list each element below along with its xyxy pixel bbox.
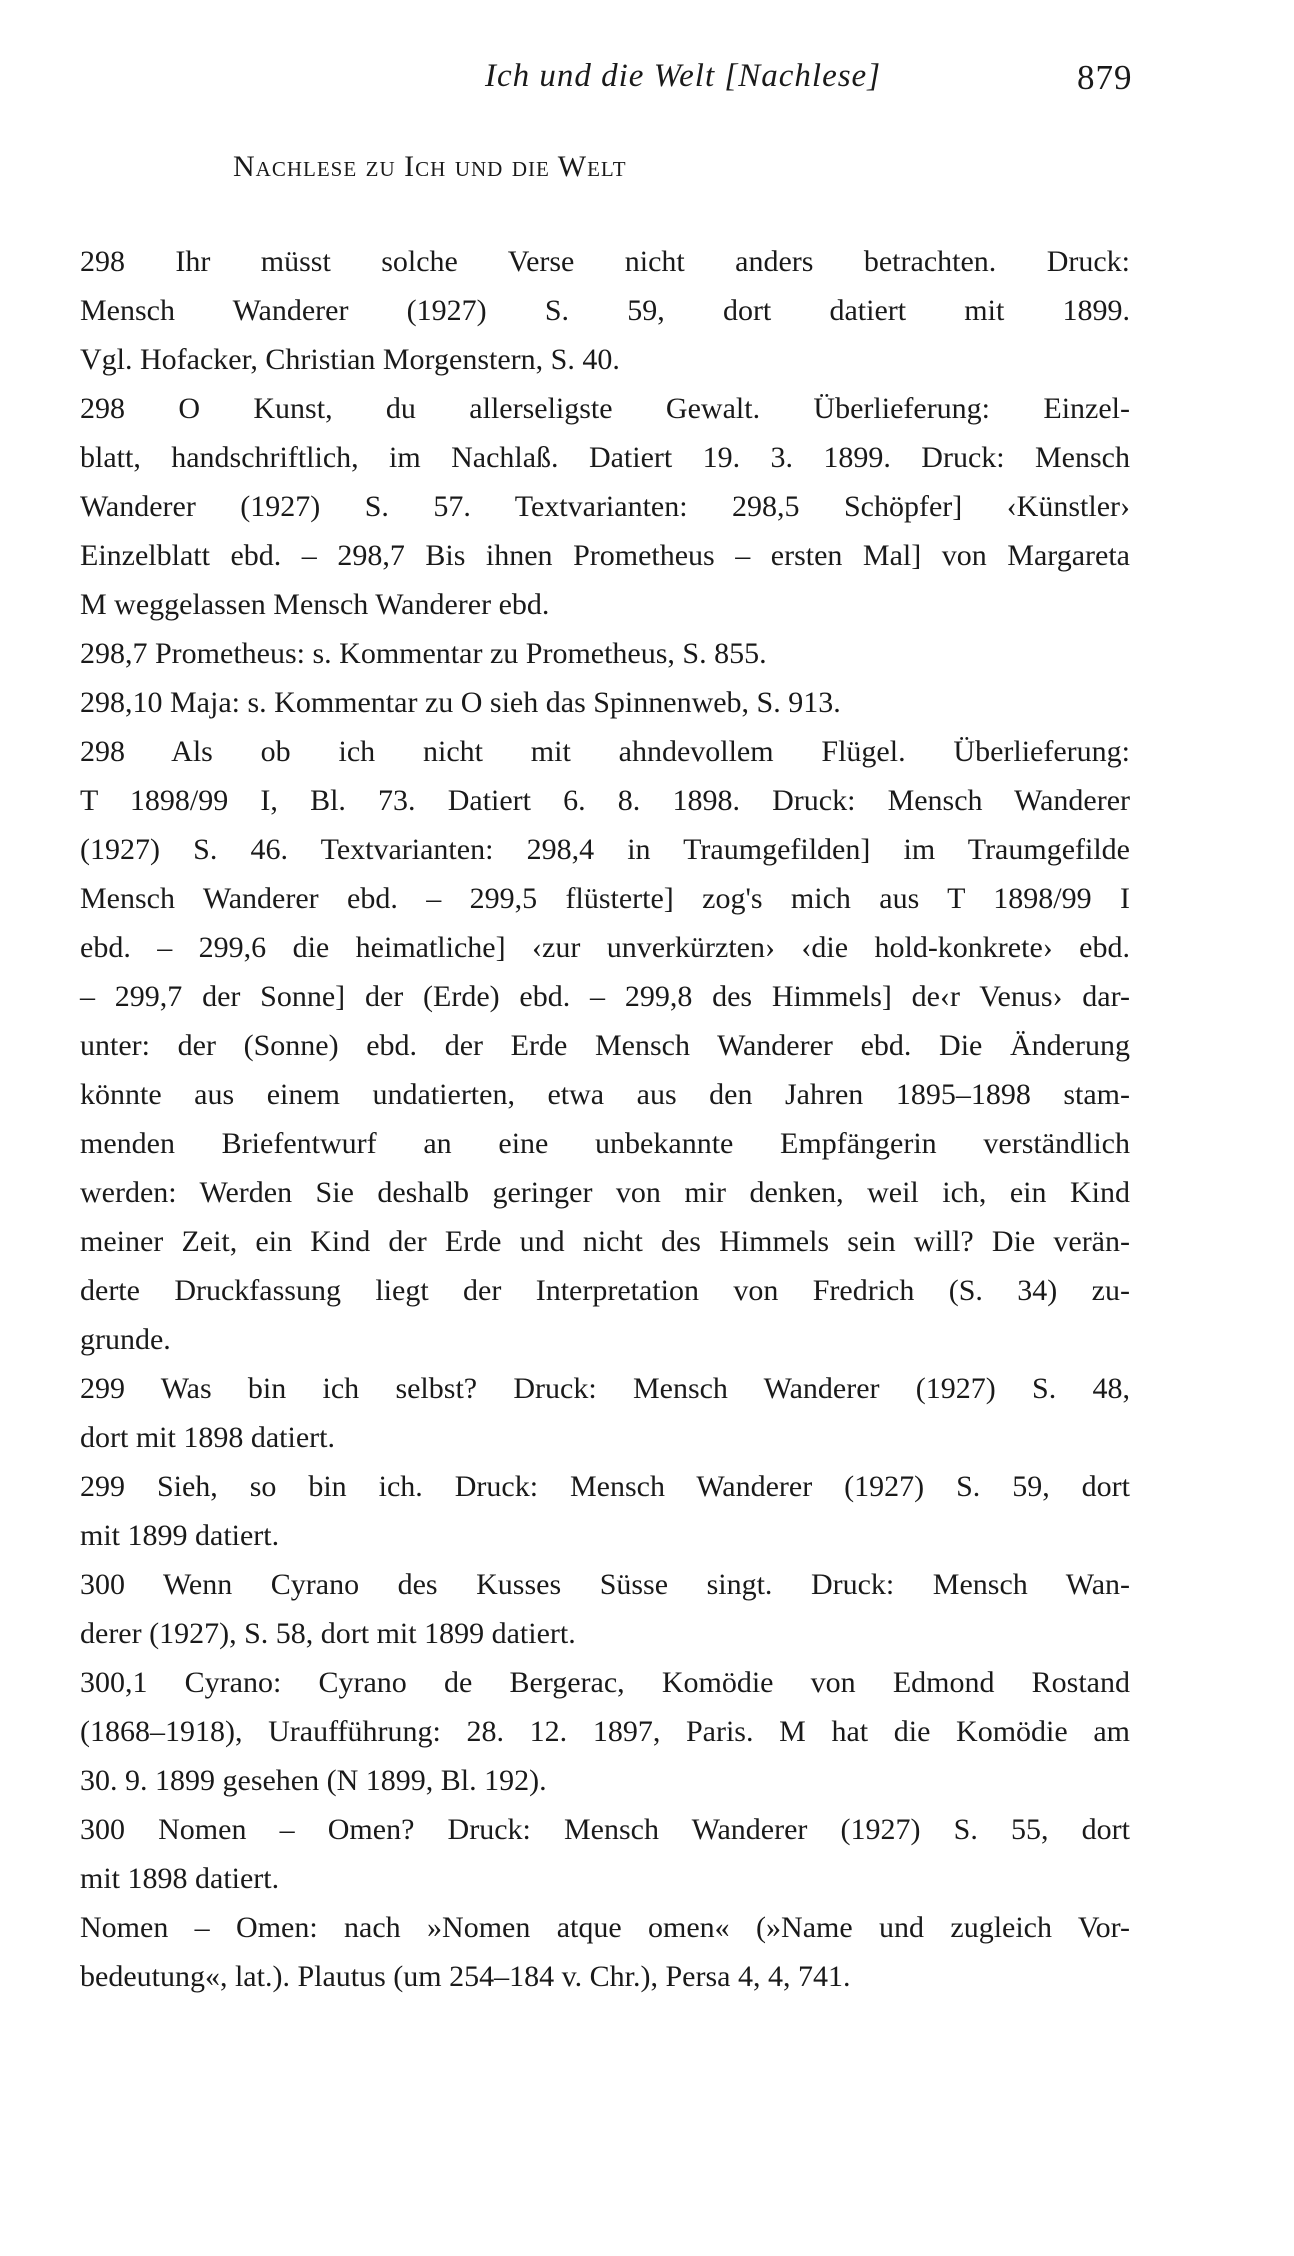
text-line: (1927) S. 46. Textvarianten: 298,4 in Traumgefilden] im Traumgefilde — [80, 833, 1130, 866]
text-line: ebd. – 299,6 die heimatliche] ‹zur unverkürzten› ‹die hold-konkrete› ebd. — [80, 931, 1130, 964]
text-line: blatt, handschriftlich, im Nachlaß. Datiert 19. 3. 1899. Druck: Mensch — [80, 441, 1130, 474]
text-line: 298,7 Prometheus: s. Kommentar zu Prometheus, S. 855. — [80, 637, 767, 670]
text-line: könnte aus einem undatierten, etwa aus den Jahren 1895–1898 stam- — [80, 1078, 1130, 1111]
text-line: Mensch Wanderer (1927) S. 59, dort datiert mit 1899. — [80, 294, 1130, 327]
text-line: M weggelassen Mensch Wanderer ebd. — [80, 588, 550, 621]
text-line: 298 Als ob ich nicht mit ahndevollem Flügel. Überlieferung: — [80, 735, 1130, 768]
text-line: menden Briefentwurf an eine unbekannte Empfängerin verständlich — [80, 1127, 1130, 1160]
text-line: derer (1927), S. 58, dort mit 1899 datiert. — [80, 1617, 576, 1650]
text-line: Einzelblatt ebd. – 298,7 Bis ihnen Prometheus – ersten Mal] von Margareta — [80, 539, 1130, 572]
running-head: Ich und die Welt [Nachlese] — [485, 58, 882, 94]
text-line: Mensch Wanderer ebd. – 299,5 flüsterte] zog's mich aus T 1898/99 I — [80, 882, 1130, 915]
text-line: 300 Wenn Cyrano des Kusses Süsse singt. Druck: Mensch Wan- — [80, 1568, 1130, 1601]
page-number: 879 — [1077, 58, 1133, 97]
text-line: mit 1899 datiert. — [80, 1519, 280, 1552]
text-line: T 1898/99 I, Bl. 73. Datiert 6. 8. 1898. Druck: Mensch Wanderer — [80, 784, 1130, 817]
text-line: bedeutung«, lat.). Plautus (um 254–184 v. Chr.), Persa 4, 4, 741. — [80, 1960, 851, 1993]
text-line: 299 Was bin ich selbst? Druck: Mensch Wanderer (1927) S. 48, — [80, 1372, 1130, 1405]
text-line: 298,10 Maja: s. Kommentar zu O sieh das Spinnenweb, S. 913. — [80, 686, 841, 719]
text-line: 298 Ihr müsst solche Verse nicht anders betrachten. Druck: — [80, 245, 1130, 278]
text-line: 30. 9. 1899 gesehen (N 1899, Bl. 192). — [80, 1764, 547, 1797]
text-line: Nomen – Omen: nach »Nomen atque omen« (»Name und zugleich Vor- — [80, 1911, 1130, 1944]
text-line: Wanderer (1927) S. 57. Textvarianten: 298,5 Schöpfer] ‹Künstler› — [80, 490, 1130, 523]
text-line: meiner Zeit, ein Kind der Erde und nicht des Himmels sein will? Die verän- — [80, 1225, 1130, 1258]
commentary-body — [80, 237, 1130, 2001]
text-line: (1868–1918), Uraufführung: 28. 12. 1897, Paris. M hat die Komödie am — [80, 1715, 1130, 1748]
text-line: 300,1 Cyrano: Cyrano de Bergerac, Komödie von Edmond Rostand — [80, 1666, 1130, 1699]
text-line: 300 Nomen – Omen? Druck: Mensch Wanderer (1927) S. 55, dort — [80, 1813, 1130, 1846]
text-line: Vgl. Hofacker, Christian Morgenstern, S. 40. — [80, 343, 620, 376]
text-line: werden: Werden Sie deshalb geringer von mir denken, weil ich, ein Kind — [80, 1176, 1130, 1209]
text-line: grunde. — [80, 1323, 171, 1356]
text-line: mit 1898 datiert. — [80, 1862, 280, 1895]
text-line: unter: der (Sonne) ebd. der Erde Mensch Wanderer ebd. Die Änderung — [80, 1029, 1130, 1062]
text-line: derte Druckfassung liegt der Interpretation von Fredrich (S. 34) zu- — [80, 1274, 1130, 1307]
text-line: – 299,7 der Sonne] der (Erde) ebd. – 299,8 des Himmels] de‹r Venus› dar- — [80, 980, 1130, 1013]
section-title: Nachlese zu Ich und die Welt — [233, 150, 627, 183]
text-line: dort mit 1898 datiert. — [80, 1421, 335, 1454]
text-line: 299 Sieh, so bin ich. Druck: Mensch Wanderer (1927) S. 59, dort — [80, 1470, 1130, 1503]
text-line: 298 O Kunst, du allerseligste Gewalt. Überlieferung: Einzel- — [80, 392, 1130, 425]
